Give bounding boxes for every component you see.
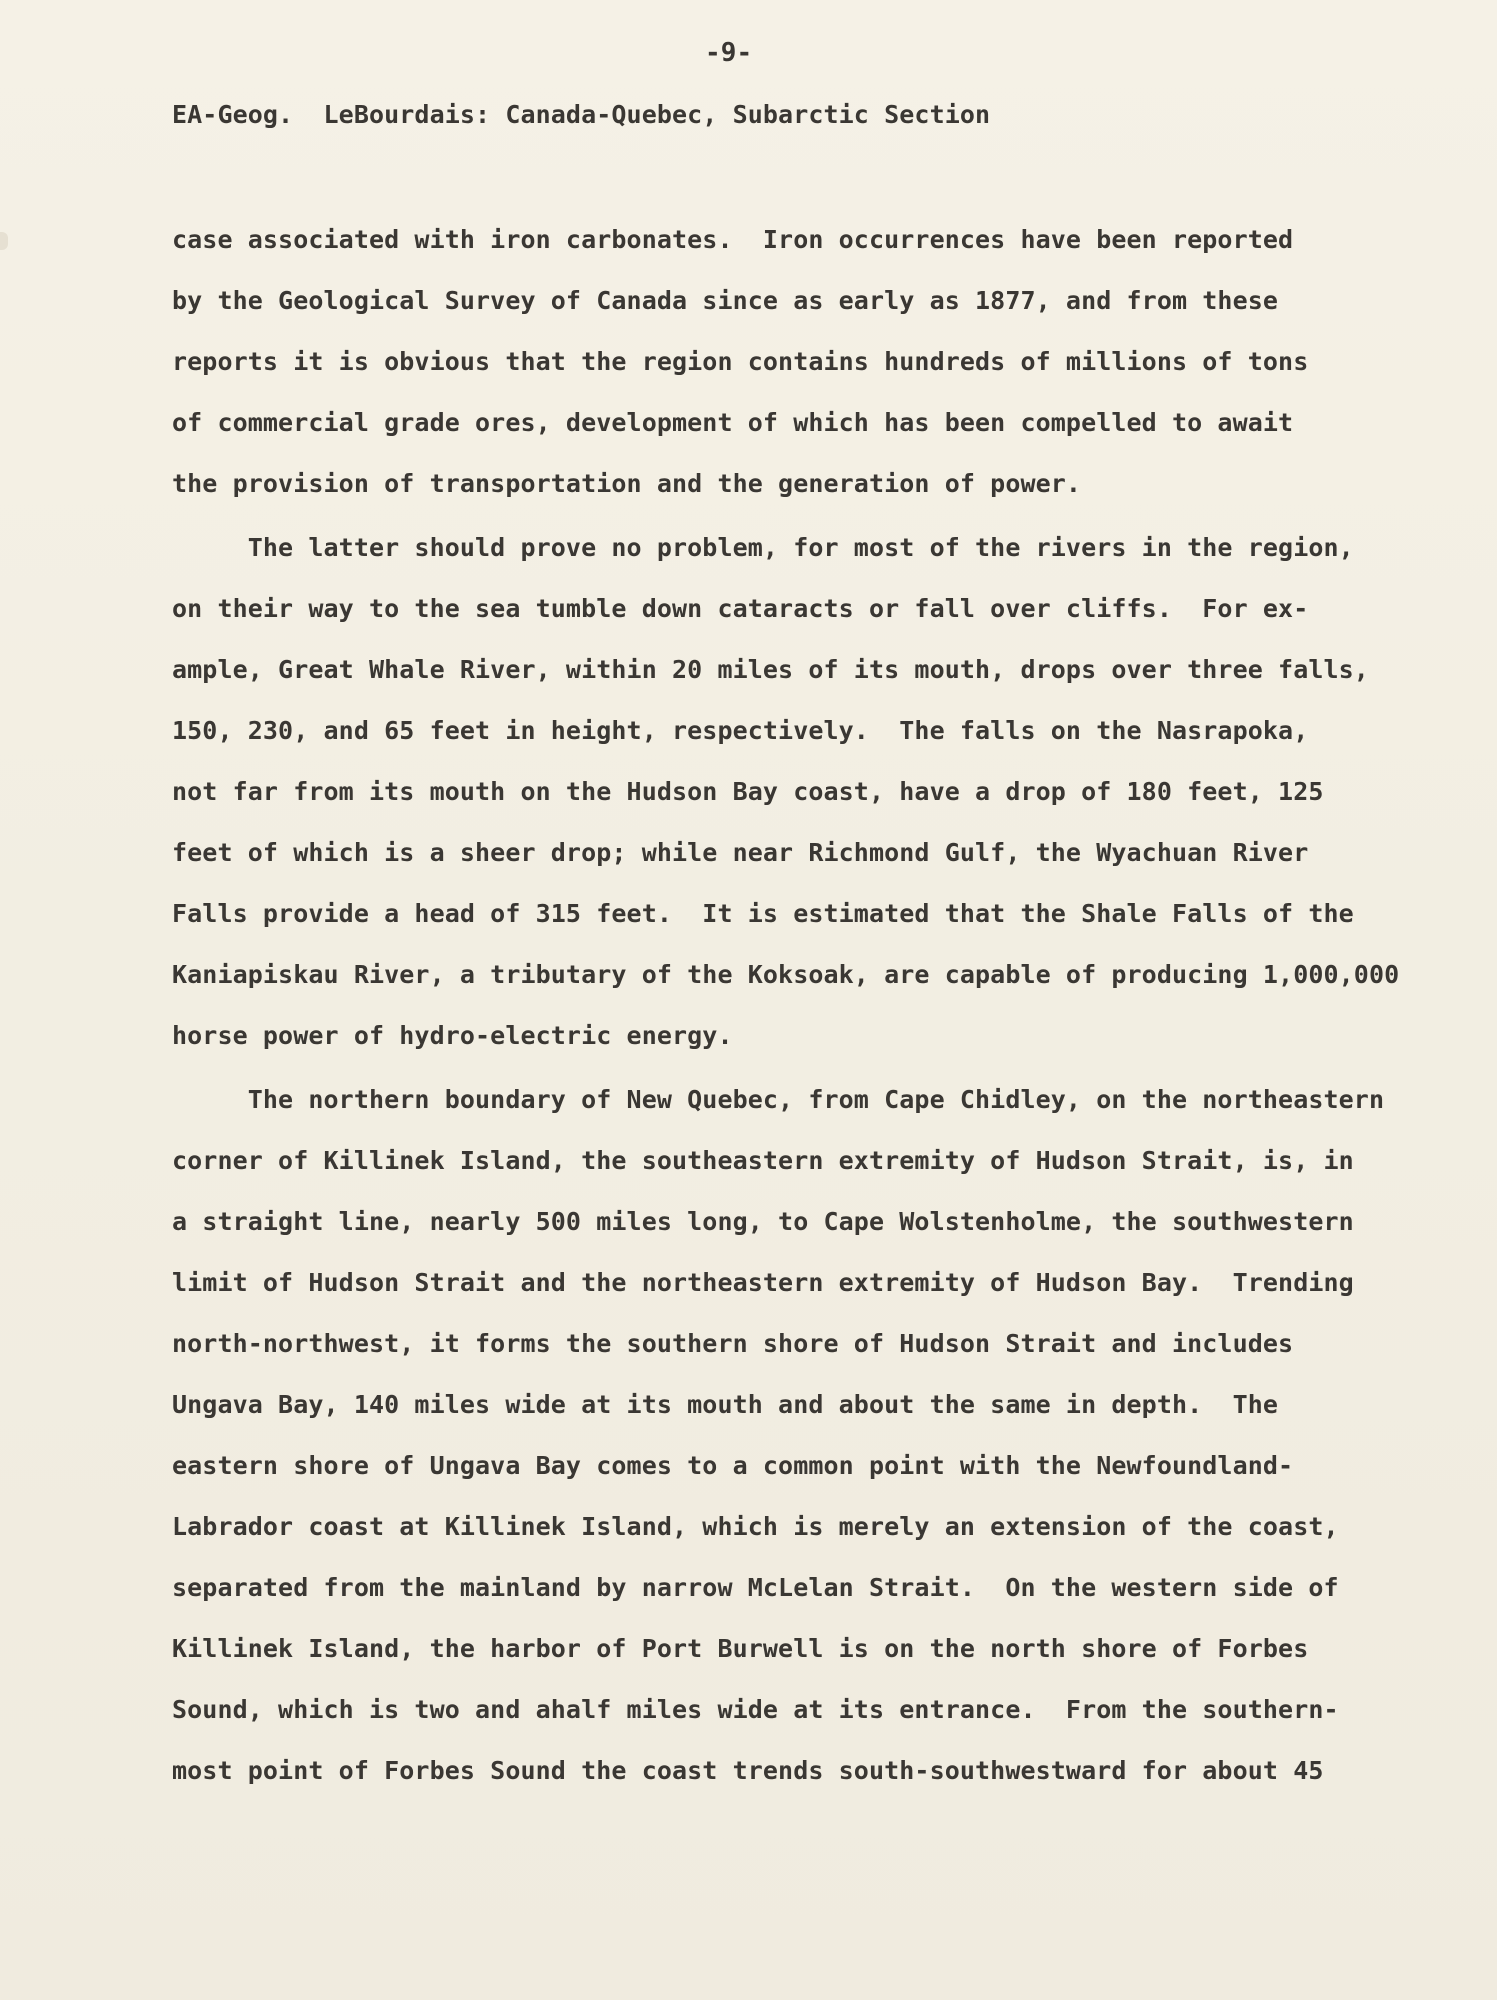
text-line: feet of which is a sheer drop; while near Richmond Gulf, the Wyachuan River xyxy=(172,838,1309,867)
text-line: Falls provide a head of 315 feet. It is estimated that the Shale Falls of the xyxy=(172,899,1354,928)
text-line: 150, 230, and 65 feet in height, respectively. The falls on the Nasrapoka, xyxy=(172,716,1309,745)
text-line: by the Geological Survey of Canada since as early as 1877, and from these xyxy=(172,286,1279,315)
text-line: on their way to the sea tumble down cataracts or fall over cliffs. For ex- xyxy=(172,594,1309,623)
text-line: separated from the mainland by narrow McLelan Strait. On the western side of xyxy=(172,1573,1339,1602)
text-line: Labrador coast at Killinek Island, which is merely an extension of the coast, xyxy=(172,1512,1339,1541)
text-line: Ungava Bay, 140 miles wide at its mouth and about the same in depth. The xyxy=(172,1390,1279,1419)
text-line: Kaniapiskau River, a tributary of the Koksoak, are capable of producing 1,000,000 xyxy=(172,960,1400,989)
text-line: The latter should prove no problem, for most of the rivers in the region, xyxy=(172,533,1354,562)
text-line: the provision of transportation and the generation of power. xyxy=(172,469,1082,498)
running-header: EA-Geog. LeBourdais: Canada-Quebec, Subarctic Section xyxy=(172,100,991,129)
text-line: of commercial grade ores, development of which has been compelled to await xyxy=(172,408,1294,437)
text-line: Sound, which is two and ahalf miles wide at its entrance. From the southern- xyxy=(172,1695,1339,1724)
punch-hole-mark xyxy=(0,232,8,250)
text-line: ample, Great Whale River, within 20 miles of its mouth, drops over three falls, xyxy=(172,655,1369,684)
text-line: Killinek Island, the harbor of Port Burwell is on the north shore of Forbes xyxy=(172,1634,1309,1663)
text-line: most point of Forbes Sound the coast trends south-southwestward for about 45 xyxy=(172,1756,1324,1785)
text-line: limit of Hudson Strait and the northeastern extremity of Hudson Bay. Trending xyxy=(172,1268,1354,1297)
text-line: a straight line, nearly 500 miles long, to Cape Wolstenholme, the southwestern xyxy=(172,1207,1354,1236)
page-number: -9- xyxy=(705,38,753,68)
text-line: not far from its mouth on the Hudson Bay coast, have a drop of 180 feet, 125 xyxy=(172,777,1324,806)
text-line: corner of Killinek Island, the southeastern extremity of Hudson Strait, is, in xyxy=(172,1146,1354,1175)
text-line: eastern shore of Ungava Bay comes to a common point with the Newfoundland- xyxy=(172,1451,1294,1480)
text-line: case associated with iron carbonates. Iron occurrences have been reported xyxy=(172,225,1294,254)
text-line: The northern boundary of New Quebec, from Cape Chidley, on the northeastern xyxy=(172,1085,1385,1114)
text-line: horse power of hydro-electric energy. xyxy=(172,1021,733,1050)
text-line: north-northwest, it forms the southern shore of Hudson Strait and includes xyxy=(172,1329,1294,1358)
text-line: reports it is obvious that the region contains hundreds of millions of tons xyxy=(172,347,1309,376)
